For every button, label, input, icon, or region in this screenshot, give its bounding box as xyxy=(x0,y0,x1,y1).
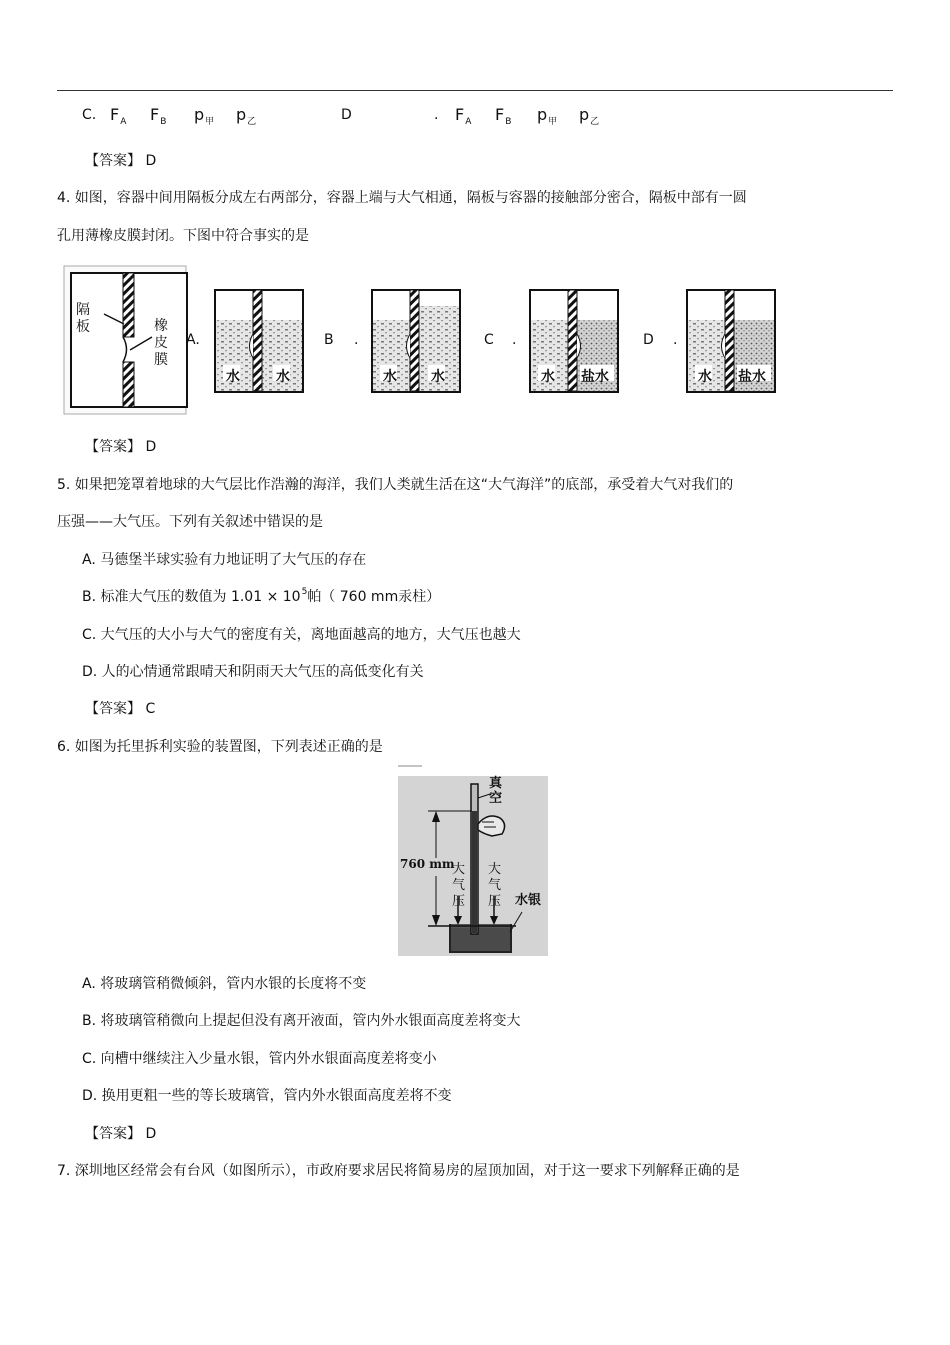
q6-stem: 6. 如图为托里拆利实验的装置图，下列表述正确的是 xyxy=(57,739,383,755)
q4-choice-d: D xyxy=(643,332,654,348)
q3-c-term-3: $p_甲$ xyxy=(194,105,215,127)
q4-choice-a: A. xyxy=(186,332,200,348)
q6-label-atm-left: 大气压 xyxy=(452,862,466,909)
q6-label-vacuum: 真空 xyxy=(489,776,503,806)
q3-d-term-1: $F_A$ xyxy=(455,105,472,127)
answer-q5: 【答案】 C xyxy=(85,701,156,717)
q3-c-term-2: $F_B$ xyxy=(150,105,167,127)
q3-d-term-3: $p_甲$ xyxy=(537,105,558,127)
q3-c-term-4: $p_乙$ xyxy=(236,105,257,127)
q6-label-height: 760 mm xyxy=(400,857,455,871)
q4-a-left-liquid: 水 xyxy=(226,369,240,385)
q4-b-right-liquid: 水 xyxy=(431,369,445,385)
q6-option-b: B. 将玻璃管稍微向上提起但没有离开液面，管内外水银面高度差将变大 xyxy=(82,1013,521,1029)
header-rule xyxy=(57,90,893,91)
answer-q3: 【答案】 D xyxy=(85,153,157,169)
q5-option-a: A. 马德堡半球实验有力地证明了大气压的存在 xyxy=(82,552,367,568)
q4-label-partition: 隔板 xyxy=(76,302,90,335)
q3-c-term-1: $F_A$ xyxy=(110,105,127,127)
q4-choice-c-dot: . xyxy=(512,332,517,348)
q6-option-d: D. 换用更粗一些的等长玻璃管，管内外水银面高度差将不变 xyxy=(82,1088,452,1104)
q5-option-b: B. 标准大气压的数值为 $1.01 \times 10^5$帕（ 760 mm汞柱） xyxy=(82,587,441,605)
q4-stem-line1: 4. 如图，容器中间用隔板分成左右两部分，容器上端与大气相通，隔板与容器的接触部分密合，隔板中部有一圆 xyxy=(57,190,747,206)
q4-label-membrane: 橡皮膜 xyxy=(154,318,168,368)
q3-d-term-4: $p_乙$ xyxy=(579,105,600,127)
q4-choice-d-dot: . xyxy=(673,332,678,348)
q4-choice-b-dot: . xyxy=(354,332,359,348)
q4-choice-c: C xyxy=(484,332,494,348)
q6-option-a: A. 将玻璃管稍微倾斜，管内水银的长度将不变 xyxy=(82,976,367,992)
q5-stem-line2: 压强——大气压。下列有关叙述中错误的是 xyxy=(57,514,323,530)
q3-option-d-letter: D xyxy=(341,107,352,123)
q5-option-c: C. 大气压的大小与大气的密度有关，离地面越高的地方，大气压也越大 xyxy=(82,627,521,643)
q4-stem-line2: 孔用薄橡皮膜封闭。下图中符合事实的是 xyxy=(57,228,309,244)
q6-option-c: C. 向槽中继续注入少量水银，管内外水银面高度差将变小 xyxy=(82,1051,437,1067)
q6-label-mercury: 水银 xyxy=(515,893,542,908)
answer-q6: 【答案】 D xyxy=(85,1126,157,1142)
q5-stem-line1: 5. 如果把笼罩着地球的大气层比作浩瀚的海洋，我们人类就生活在这“大气海洋”的底部，承受着大气对我们的 xyxy=(57,477,734,493)
q4-c-left-liquid: 水 xyxy=(541,369,555,385)
q3-d-term-2: $F_B$ xyxy=(495,105,512,127)
q7-stem: 7. 深圳地区经常会有台风（如图所示），市政府要求居民将简易房的屋顶加固，对于这一要求下列解释正确的是 xyxy=(57,1163,740,1179)
q3-option-c-letter: C. xyxy=(82,107,97,123)
q4-d-left-liquid: 水 xyxy=(698,369,712,385)
q4-choice-b: B xyxy=(324,332,334,348)
q6-label-atm-right: 大气压 xyxy=(488,862,502,909)
q4-c-right-liquid: 盐水 xyxy=(581,369,609,385)
q3-option-d-dot: . xyxy=(434,107,439,123)
q4-b-left-liquid: 水 xyxy=(383,369,397,385)
q4-d-right-liquid: 盐水 xyxy=(738,369,766,385)
q5-option-d: D. 人的心情通常跟晴天和阴雨天大气压的高低变化有关 xyxy=(82,664,424,680)
q4-a-right-liquid: 水 xyxy=(276,369,290,385)
answer-q4: 【答案】 D xyxy=(85,439,157,455)
